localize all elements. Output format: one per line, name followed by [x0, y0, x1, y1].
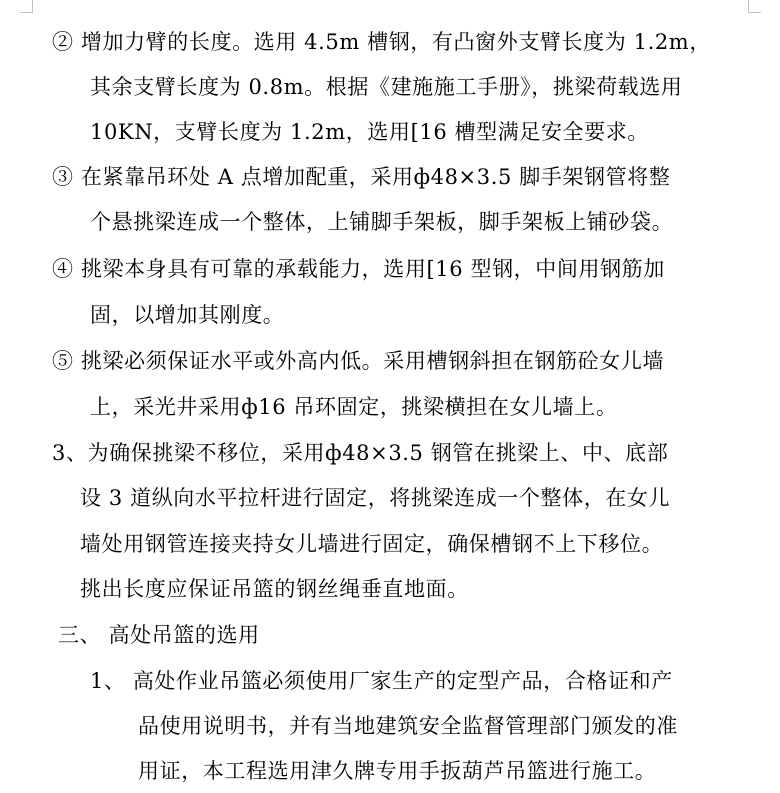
paragraph-2-line-1: ③ 在紧靠吊环处 A 点增加配重，采用ф48×3.5 脚手架钢管将整 — [52, 165, 671, 189]
paragraph-4-line-2: 上，采光井采用ф16 吊环固定，挑梁横担在女儿墙上。 — [90, 395, 618, 419]
paragraph-2-line-2: 个悬挑梁连成一个整体，上铺脚手架板，脚手架板上铺砂袋。 — [90, 210, 674, 234]
paragraph-1-line-2: 其余支臂长度为 0.8m。根据《建施施工手册》，挑梁荷载选用 — [90, 75, 683, 99]
paragraph-7-line-1: 1、 高处作业吊篮必须使用厂家生产的定型产品，合格证和产 — [90, 669, 673, 693]
paragraph-5-line-3: 墙处用钢管连接夹持女儿墙进行固定，确保槽钢不上下移位。 — [80, 532, 664, 556]
paragraph-5-line-1: 3、为确保挑梁不移位，采用ф48×3.5 钢管在挑梁上、中、底部 — [52, 441, 669, 465]
section-heading: 三、 高处吊篮的选用 — [58, 623, 260, 647]
crop-mark-left — [20, 0, 33, 13]
paragraph-4-line-1: ⑤ 挑梁必须保证水平或外高内低。采用槽钢斜担在钢筋砼女儿墙 — [52, 349, 665, 373]
paragraph-7-line-3: 用证，本工程选用津久牌专用手扳葫芦吊篮进行施工。 — [138, 759, 657, 783]
crop-mark-right — [748, 0, 761, 13]
paragraph-3-line-1: ④ 挑梁本身具有可靠的承载能力，选用[16 型钢，中间用钢筋加 — [52, 257, 665, 281]
paragraph-3-line-2: 固，以增加其刚度。 — [90, 303, 285, 327]
paragraph-5-line-2: 设 3 道纵向水平拉杆进行固定，将挑梁连成一个整体，在女儿 — [80, 486, 671, 510]
paragraph-1-line-1: ② 增加力臂的长度。选用 4.5m 槽钢，有凸窗外支臂长度为 1.2m， — [52, 30, 711, 54]
paragraph-7-line-2: 品使用说明书，并有当地建筑安全监督管理部门颁发的准 — [138, 714, 678, 738]
paragraph-5-line-4: 挑出长度应保证吊篮的钢丝绳垂直地面。 — [80, 577, 469, 601]
paragraph-1-line-3: 10KN，支臂长度为 1.2m，选用[16 槽型满足安全要求。 — [90, 120, 649, 144]
